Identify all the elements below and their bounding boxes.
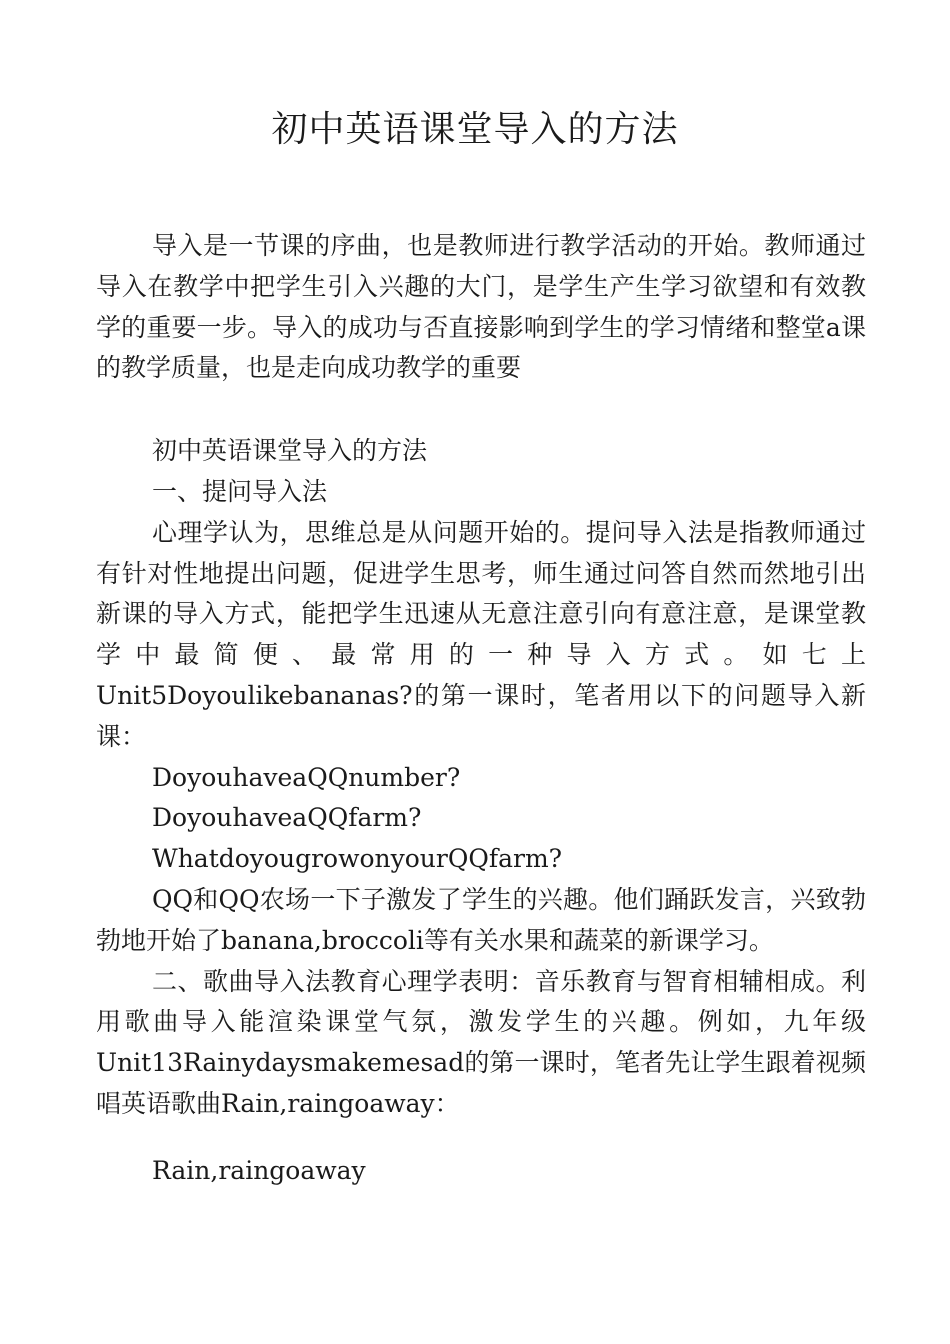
section-heading: 初中英语课堂导入的方法 (152, 436, 428, 466)
method2-paragraph: 二、歌曲导入法教育心理学表明：音乐教育与智育相辅相成。利用歌曲导入能渲染课堂气氛，激发学生的兴趣。例如，九年级Unit13Rainydaysmakemesad的第一课时，笔者先让学生跟着视频唱英语歌曲Rain,raingoaway： (96, 966, 866, 1118)
question-line-1: DoyouhaveaQQnumber? (152, 762, 461, 792)
document-title: 初中英语课堂导入的方法 (271, 109, 679, 150)
question-line-3: WhatdoyougrowonyourQQfarm? (152, 844, 563, 874)
document-body (96, 226, 866, 1192)
method1-paragraph: 心理学认为，思维总是从问题开始的。提问导入法是指教师通过有针对性地提出问题，促进学生思考，师生通过问答自然而然地引出新课的导入方式，能把学生迅速从无意注意引向有意注意，是课堂教学中最简便、最常用的一种导入方式。如七上Unit5Doyoulikebananas?的第一课时，笔者用以下的问题导入新课： (96, 517, 866, 751)
method1-result-paragraph: QQ和QQ农场一下子激发了学生的兴趣。他们踊跃发言，兴致勃勃地开始了banana,broccoli等有关水果和蔬菜的新课学习。 (96, 884, 866, 955)
method1-heading: 一、提问导入法 (152, 476, 328, 506)
question-line-2: DoyouhaveaQQfarm? (152, 803, 422, 833)
intro-paragraph: 导入是一节课的序曲，也是教师进行教学活动的开始。教师通过导入在教学中把学生引入兴趣的大门，是学生产生学习欲望和有效教学的重要一步。导入的成功与否直接影响到学生的学习情绪和整堂a课的教学质量，也是走向成功教学的重要 (96, 231, 866, 383)
song-line: Rain,raingoaway (152, 1155, 366, 1185)
